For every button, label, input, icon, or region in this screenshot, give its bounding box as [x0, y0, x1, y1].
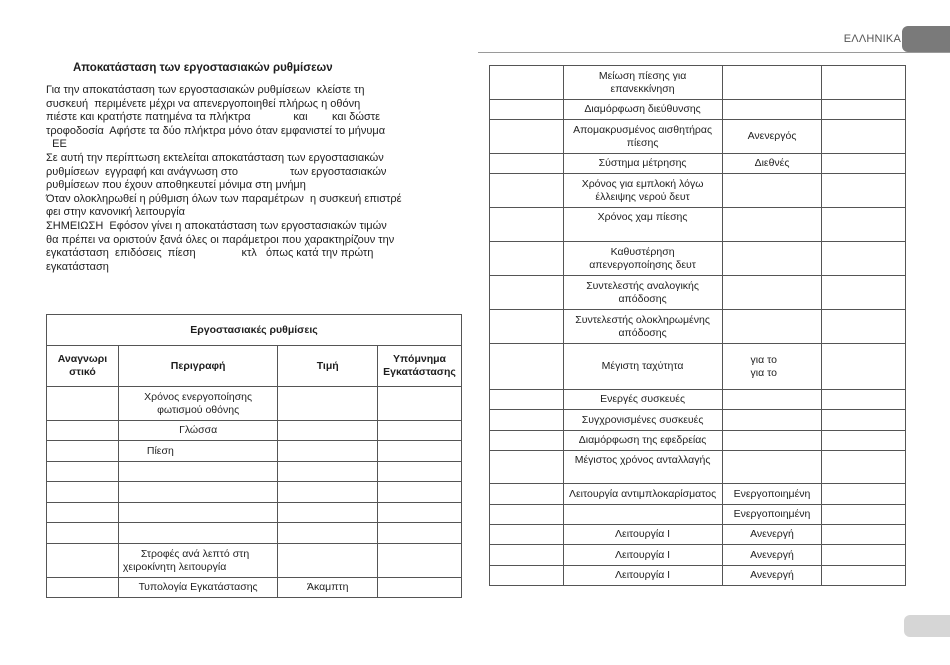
row-value [278, 544, 378, 578]
table-row [47, 544, 462, 578]
table-row [490, 66, 906, 100]
section-title: Αποκατάσταση των εργοστασιακών ρυθμίσεων [73, 62, 333, 74]
row-value [722, 390, 822, 410]
row-description: Καθυστέρηση απενεργοποίησης δευτ [563, 242, 722, 276]
table-row [490, 451, 906, 484]
table-row [47, 503, 462, 523]
row-description: Συντελεστής αναλογικής απόδοσης [563, 276, 722, 310]
row-value: Ανενεργός [722, 120, 822, 154]
header-rule [478, 52, 950, 53]
col-header-id: Αναγνωρι στικό [47, 346, 119, 387]
language-tab [902, 26, 950, 52]
row-value: Άκαμπτη [278, 578, 378, 598]
row-description [563, 505, 722, 525]
table-title: Εργοστασιακές ρυθμίσεις [47, 315, 462, 346]
body-line: ρυθμίσεων εγγραφή και ανάγνωση στο των εργοστασιακών [46, 165, 387, 178]
language-label: ΕΛΛΗΝΙΚΑ [843, 33, 901, 45]
body-line: ρυθμίσεων που έχουν αποθηκευτεί μόνιμα στη μνήμη [46, 179, 306, 192]
table-row [490, 505, 906, 525]
row-description: Χρόνος χαμ πίεσης [563, 208, 722, 242]
table-row [490, 276, 906, 310]
table-row [490, 390, 906, 410]
row-value [722, 410, 822, 431]
body-line: Για την αποκατάσταση των εργοστασιακών ρυθμίσεων κλείστε τη [46, 84, 365, 96]
row-description: Γλώσσα [118, 421, 277, 441]
row-description: Λειτουργία Ι [563, 525, 722, 545]
row-value [278, 421, 378, 441]
row-value [722, 431, 822, 451]
row-value: Ενεργοποιημένη [722, 505, 822, 525]
row-description: Μέγιστη ταχύτητα [563, 344, 722, 390]
row-value [722, 242, 822, 276]
body-line: τροφοδοσία Αφήστε τα δύο πλήκτρα μόνο όταν εμφανιστεί το μήνυμα [46, 124, 386, 137]
row-value [722, 100, 822, 120]
row-value: Ενεργοποιημένη [722, 484, 822, 505]
body-line: εγκατάσταση [46, 260, 109, 273]
table-row [47, 421, 462, 441]
row-description: Τυπολογία Εγκατάστασης [118, 578, 277, 598]
table-row [490, 525, 906, 545]
table-row [490, 120, 906, 154]
row-description: Διαμόρφωση διεύθυνσης [563, 100, 722, 120]
row-value: Ανενεργή [722, 566, 822, 586]
table-row [490, 484, 906, 505]
row-value [722, 174, 822, 208]
row-value [722, 451, 822, 484]
body-line: ΕΕ [46, 138, 67, 151]
row-value: Διεθνές [722, 154, 822, 174]
row-description: Απομακρυσμένος αισθητήρας πίεσης [563, 120, 722, 154]
row-description: Σύστημα μέτρησης [563, 154, 722, 174]
col-header-description: Περιγραφή [118, 346, 277, 387]
row-value [278, 387, 378, 421]
body-line: θα πρέπει να οριστούν ξανά όλες οι παράμετροι που χαρακτηρίζουν την [46, 233, 395, 246]
row-description: Διαμόρφωση της εφεδρείας [563, 431, 722, 451]
table-row [490, 566, 906, 586]
table-row [490, 208, 906, 242]
table-row [490, 100, 906, 120]
row-description: Λειτουργία Ι [563, 566, 722, 586]
table-row [490, 242, 906, 276]
row-description: Πίεση [118, 441, 277, 462]
factory-settings-table-right [489, 65, 906, 586]
table-row [47, 441, 462, 462]
row-description: Ενεργές συσκευές [563, 390, 722, 410]
body-line: φει στην κανονική λειτουργία [46, 206, 186, 219]
row-description: Χρόνος για εμπλοκή λόγω έλλειψης νερού δευτ [563, 174, 722, 208]
body-line: Σε αυτή την περίπτωση εκτελείται αποκατάσταση των εργοστασιακών [46, 151, 384, 164]
table-row [490, 174, 906, 208]
table-row [490, 310, 906, 344]
row-value: για το για το [722, 344, 822, 390]
page-number-tab [904, 615, 950, 637]
row-value [278, 441, 378, 462]
table-row [47, 462, 462, 482]
body-line: ΣΗΜΕΙΩΣΗ Εφόσον γίνει η αποκατάσταση των εργοστασιακών τιμών [46, 219, 387, 232]
body-line: Όταν ολοκληρωθεί η ρύθμιση όλων των παραμέτρων η συσκευή επιστρέ [46, 192, 402, 205]
table-row [490, 431, 906, 451]
table-row [490, 410, 906, 431]
factory-settings-table-left [46, 314, 462, 598]
body-line: συσκευή περιμένετε μέχρι να απενεργοποιηθεί πλήρως η οθόνη [46, 97, 361, 110]
row-description: Μέγιστος χρόνος ανταλλαγής [563, 451, 722, 484]
table-row [47, 578, 462, 598]
row-value [722, 66, 822, 100]
col-header-value: Τιμή [278, 346, 378, 387]
table-row [490, 545, 906, 566]
col-header-note: Υπόμνημα Εγκατάστασης [378, 346, 462, 387]
row-description: Συγχρονισμένες συσκευές [563, 410, 722, 431]
row-value: Ανενεργή [722, 545, 822, 566]
table-row [47, 523, 462, 544]
row-value: Ανενεργή [722, 525, 822, 545]
row-description: Χρόνος ενεργοποίησης φωτισμού οθόνης [118, 387, 277, 421]
row-value [722, 208, 822, 242]
body-line: εγκατάσταση επιδόσεις πίεση κτλ όπως κατά την πρώτη [46, 247, 374, 260]
row-description: Λειτουργία Ι [563, 545, 722, 566]
row-description: Λειτουργία αντιμπλοκαρίσματος [563, 484, 722, 505]
table-row [47, 387, 462, 421]
table-row [490, 154, 906, 174]
row-value [722, 310, 822, 344]
body-line: πιέστε και κρατήστε πατημένα τα πλήκτρα και και δώστε [46, 111, 380, 124]
row-description: Στροφές ανά λεπτό στη χειροκίνητη λειτουργία [118, 544, 277, 578]
table-row [490, 344, 906, 390]
row-description: Συντελεστής ολοκληρωμένης απόδοσης [563, 310, 722, 344]
section-body [46, 84, 462, 274]
table-row [47, 482, 462, 503]
row-value [722, 276, 822, 310]
row-description: Μείωση πίεσης για επανεκκίνηση [563, 66, 722, 100]
